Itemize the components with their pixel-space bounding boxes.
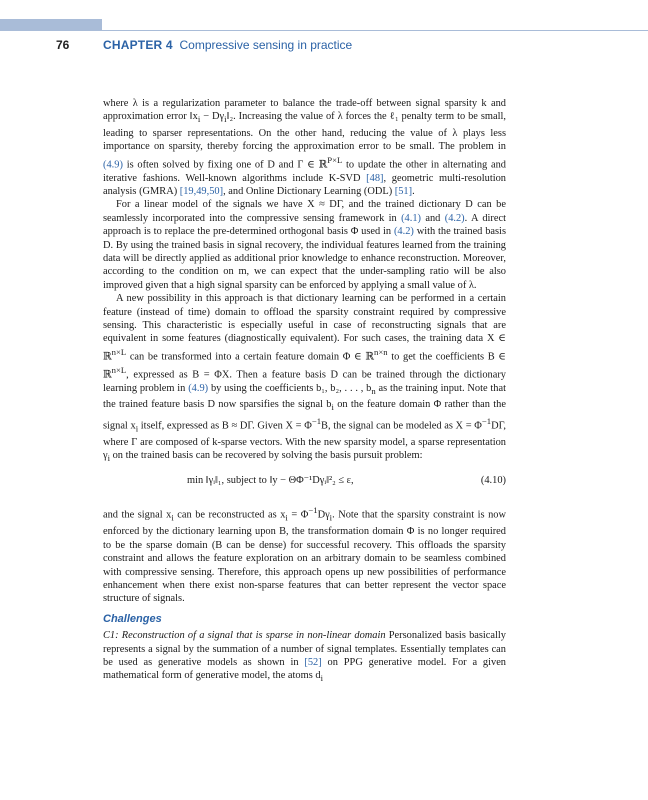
paragraph-challenge-c1: C1: Reconstruction of a signal that is sparse in non-linear domain Personalized basis basically represents a signal by the summation of a number of signal templates. Essentially templates can be used as generative models as shown in [52] on PPG generative model. For a given mathematical form of generative model, the atoms $d_i$ — [103, 630, 506, 684]
equation-4-10 — [103, 474, 506, 490]
equation-expression: min ‖γᵢ‖₁, subject to ‖y − ΘΦ⁻¹Dγᵢ‖²₂ ≤ ε, — [187, 475, 354, 487]
ref-eq-4-9-b[interactable]: (4.9) — [188, 382, 209, 394]
header-rule — [0, 30, 648, 31]
section-heading-challenges: Challenges — [103, 612, 162, 625]
chapter-title: Compressive sensing in practice — [179, 38, 353, 52]
citation-51[interactable]: [51] — [394, 185, 413, 197]
paragraph-2: For a linear model of the signals we have X ≈ DΓ, and the trained dictionary D can be seamlessly incorporated into the compressive sensing framework in (4.1) and (4.2). A direct approach is to replace the pre-determined orthogonal basis Φ used in (4.2) with the trained basis D. By using the trained basis in signal recovery, the individual features learned from the training data will be directly applied as additional prior knowledge to enhance reconstruction. Moreover, according to the condition on m, we can expect that the under-sampling ratio will be also improved given that a high signal sparsity can be enforced by applying a small value of λ. — [103, 199, 506, 291]
page-number: 76 — [56, 38, 70, 52]
chapter-label: CHAPTER 4 — [103, 38, 173, 52]
ref-eq-4-1[interactable]: (4.1) — [401, 212, 421, 224]
citation-19-49-50[interactable]: [19,49,50] — [179, 185, 224, 197]
paragraph-4: and the signal $x_i$ can be reconstructed as $x_i = \Phi^{-1}D\gamma_i$. Note that the sparsity constraint is now enforced by the dictionary learning upon B, the transformation domain Φ is no longer required to be the sparse domain (B can be dense) for successful recovery. This offloads the sparsity constraint and allows the feature exploration on an arbitrary domain to be seamless combined with compressive sensing. Therefore, this approach opens up new possibilities of performance enhancement when there exist non-sparse features that can better represent the vector space structure of signals. — [103, 505, 506, 605]
equation-number: (4.10) — [480, 475, 506, 487]
ref-eq-4-9[interactable]: (4.9) — [103, 159, 123, 171]
paragraph-3: A new possibility in this approach is that dictionary learning can be performed in a certain feature (instead of time) domain to offload the sparsity constraint required by compressive sensing. This characteristic is especially useful in case of reconstructing signals that are equivalent in some features (diagnostically equivalent). For such cases, the training data X ∈ ℝ$^{n\times L}$ can be transformed into a certain feature domain Φ ∈ ℝ$^{n\times n}$ to get the coefficients B ∈ ℝ$^{n\times L}$, expressed as B = ΦX. Then a feature basis D can be trained through the dictionary learning problem in (4.9) by using the coefficients b₁, b₂, . . . , $b_n$ as the training input. Note that the trained feature basis D now sparsifies the signal $b_i$ on the feature domain Φ rather than the signal $x_i$ itself, expressed as B ≈ DΓ. Given $X = \Phi^{-1}B$, the signal can be modeled as $X = \Phi^{-1}D\Gamma$, where Γ are composed of k-sparse vectors. With the new sparsity model, a sparse representation $\gamma_i$ on the trained basis can be recovered by solving the basis pursuit problem: — [103, 293, 507, 464]
citation-52[interactable]: [52] — [304, 657, 322, 669]
paragraph-1: where λ is a regularization parameter to balance the trade-off between signal sparsity k and approximation error $‖x_i$ − $D\gamma_i‖_2$. Increasing the value of λ forces the ℓ₁ penalty term to be small, leading to sparser representations. On the other hand, reducing the value of λ plays less importance on sparsity, thereby forcing the approximation error to be small. The problem in (4.9) is often solved by fixing one of D and Γ ∈ ℝ$^{P\times L}$ to update the other in alternating and iterative fashions. Well-known algorithms include K-SVD [48], geometric multi-resolution analysis (GMRA) [19,49,50], and Online Dictionary Learning (ODL) [51]. — [103, 98, 506, 197]
header-accent-bar — [0, 19, 102, 30]
ref-eq-4-2-b[interactable]: (4.2) — [393, 226, 414, 238]
chapter-heading — [103, 38, 352, 52]
challenge-c1-title: C1: Reconstruction of a signal that is sparse in non-linear domain — [103, 630, 386, 642]
body-text — [103, 97, 506, 686]
running-header — [0, 38, 648, 54]
citation-48[interactable]: [48] — [366, 172, 384, 184]
ref-eq-4-2[interactable]: (4.2) — [444, 212, 465, 224]
